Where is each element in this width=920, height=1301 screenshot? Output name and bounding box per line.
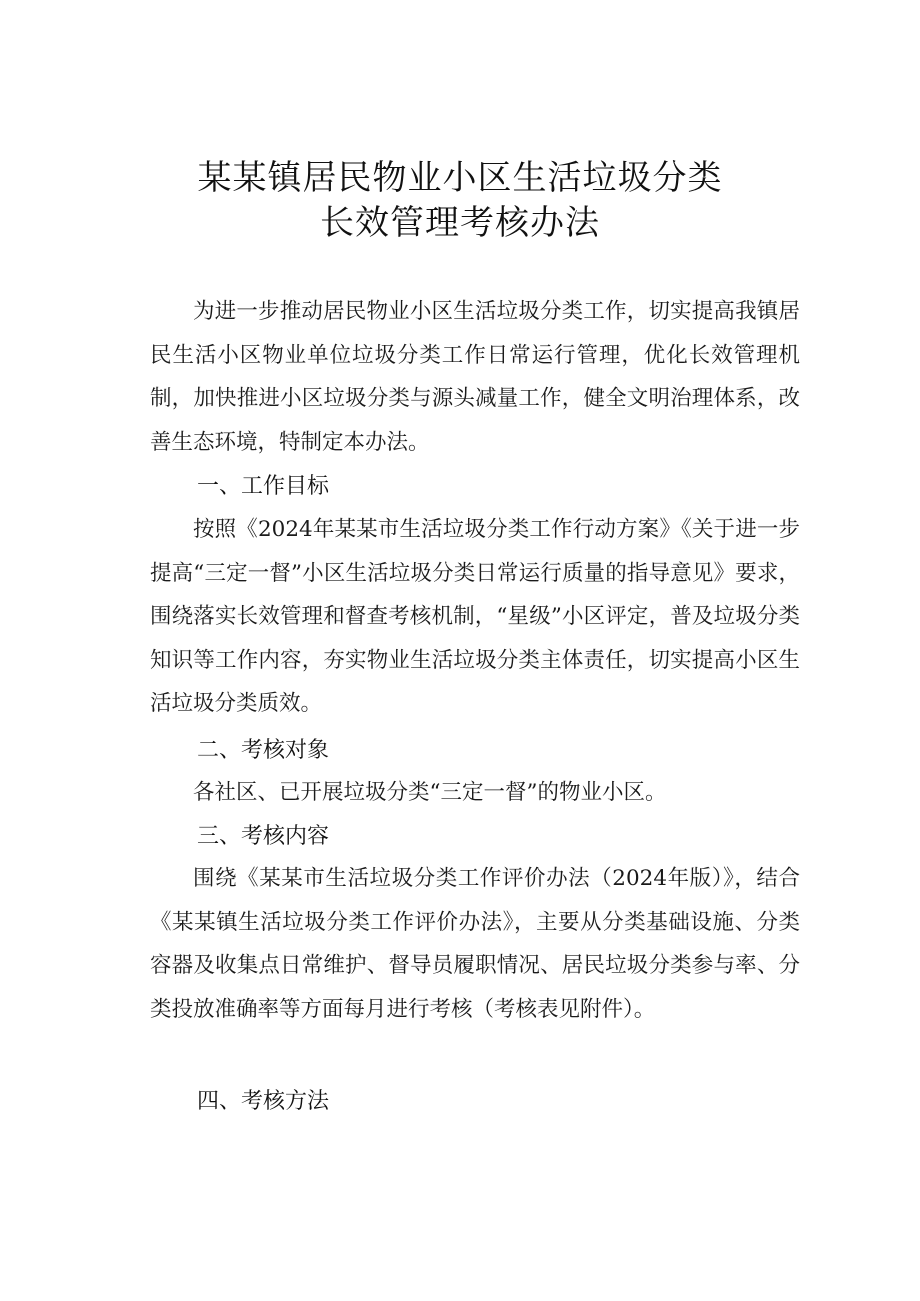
document-title-line-2: 长效管理考核办法 bbox=[320, 203, 600, 243]
section-heading-methods: 四、考核方法 bbox=[197, 1089, 330, 1114]
section-body-targets: 各社区、已开展垃圾分类“三定一督”的物业小区。 bbox=[193, 780, 667, 805]
section-heading-goals: 一、工作目标 bbox=[197, 474, 330, 499]
section-heading-content: 三、考核内容 bbox=[197, 824, 330, 849]
section-heading-targets: 二、考核对象 bbox=[197, 738, 330, 763]
section-body-goals: 按照《2024年某某市生活垃圾分类工作行动方案》《关于进一步提高“三定一督”小区生活垃圾分类日常运行质量的指导意见》要求，围绕落实长效管理和督查考核机制，“星级”小区评定，普及垃圾分类知识等工作内容，夯实物业生活垃圾分类主体责任，切实提高小区生活垃圾分类质效。 bbox=[150, 517, 800, 716]
section-body-content: 围绕《某某市生活垃圾分类工作评价办法（2024年版）》，结合《某某镇生活垃圾分类工作评价办法》，主要从分类基础设施、分类容器及收集点日常维护、督导员履职情况、居民垃圾分类参与率、分类投放准确率等方面每月进行考核（考核表见附件）。 bbox=[150, 866, 800, 1022]
document-title-line-1: 某某镇居民物业小区生活垃圾分类 bbox=[197, 158, 723, 198]
intro-paragraph: 为进一步推动居民物业小区生活垃圾分类工作，切实提高我镇居民生活小区物业单位垃圾分类工作日常运行管理，优化长效管理机制，加快推进小区垃圾分类与源头减量工作，健全文明治理体系，改善生态环境，特制定本办法。 bbox=[150, 299, 800, 455]
